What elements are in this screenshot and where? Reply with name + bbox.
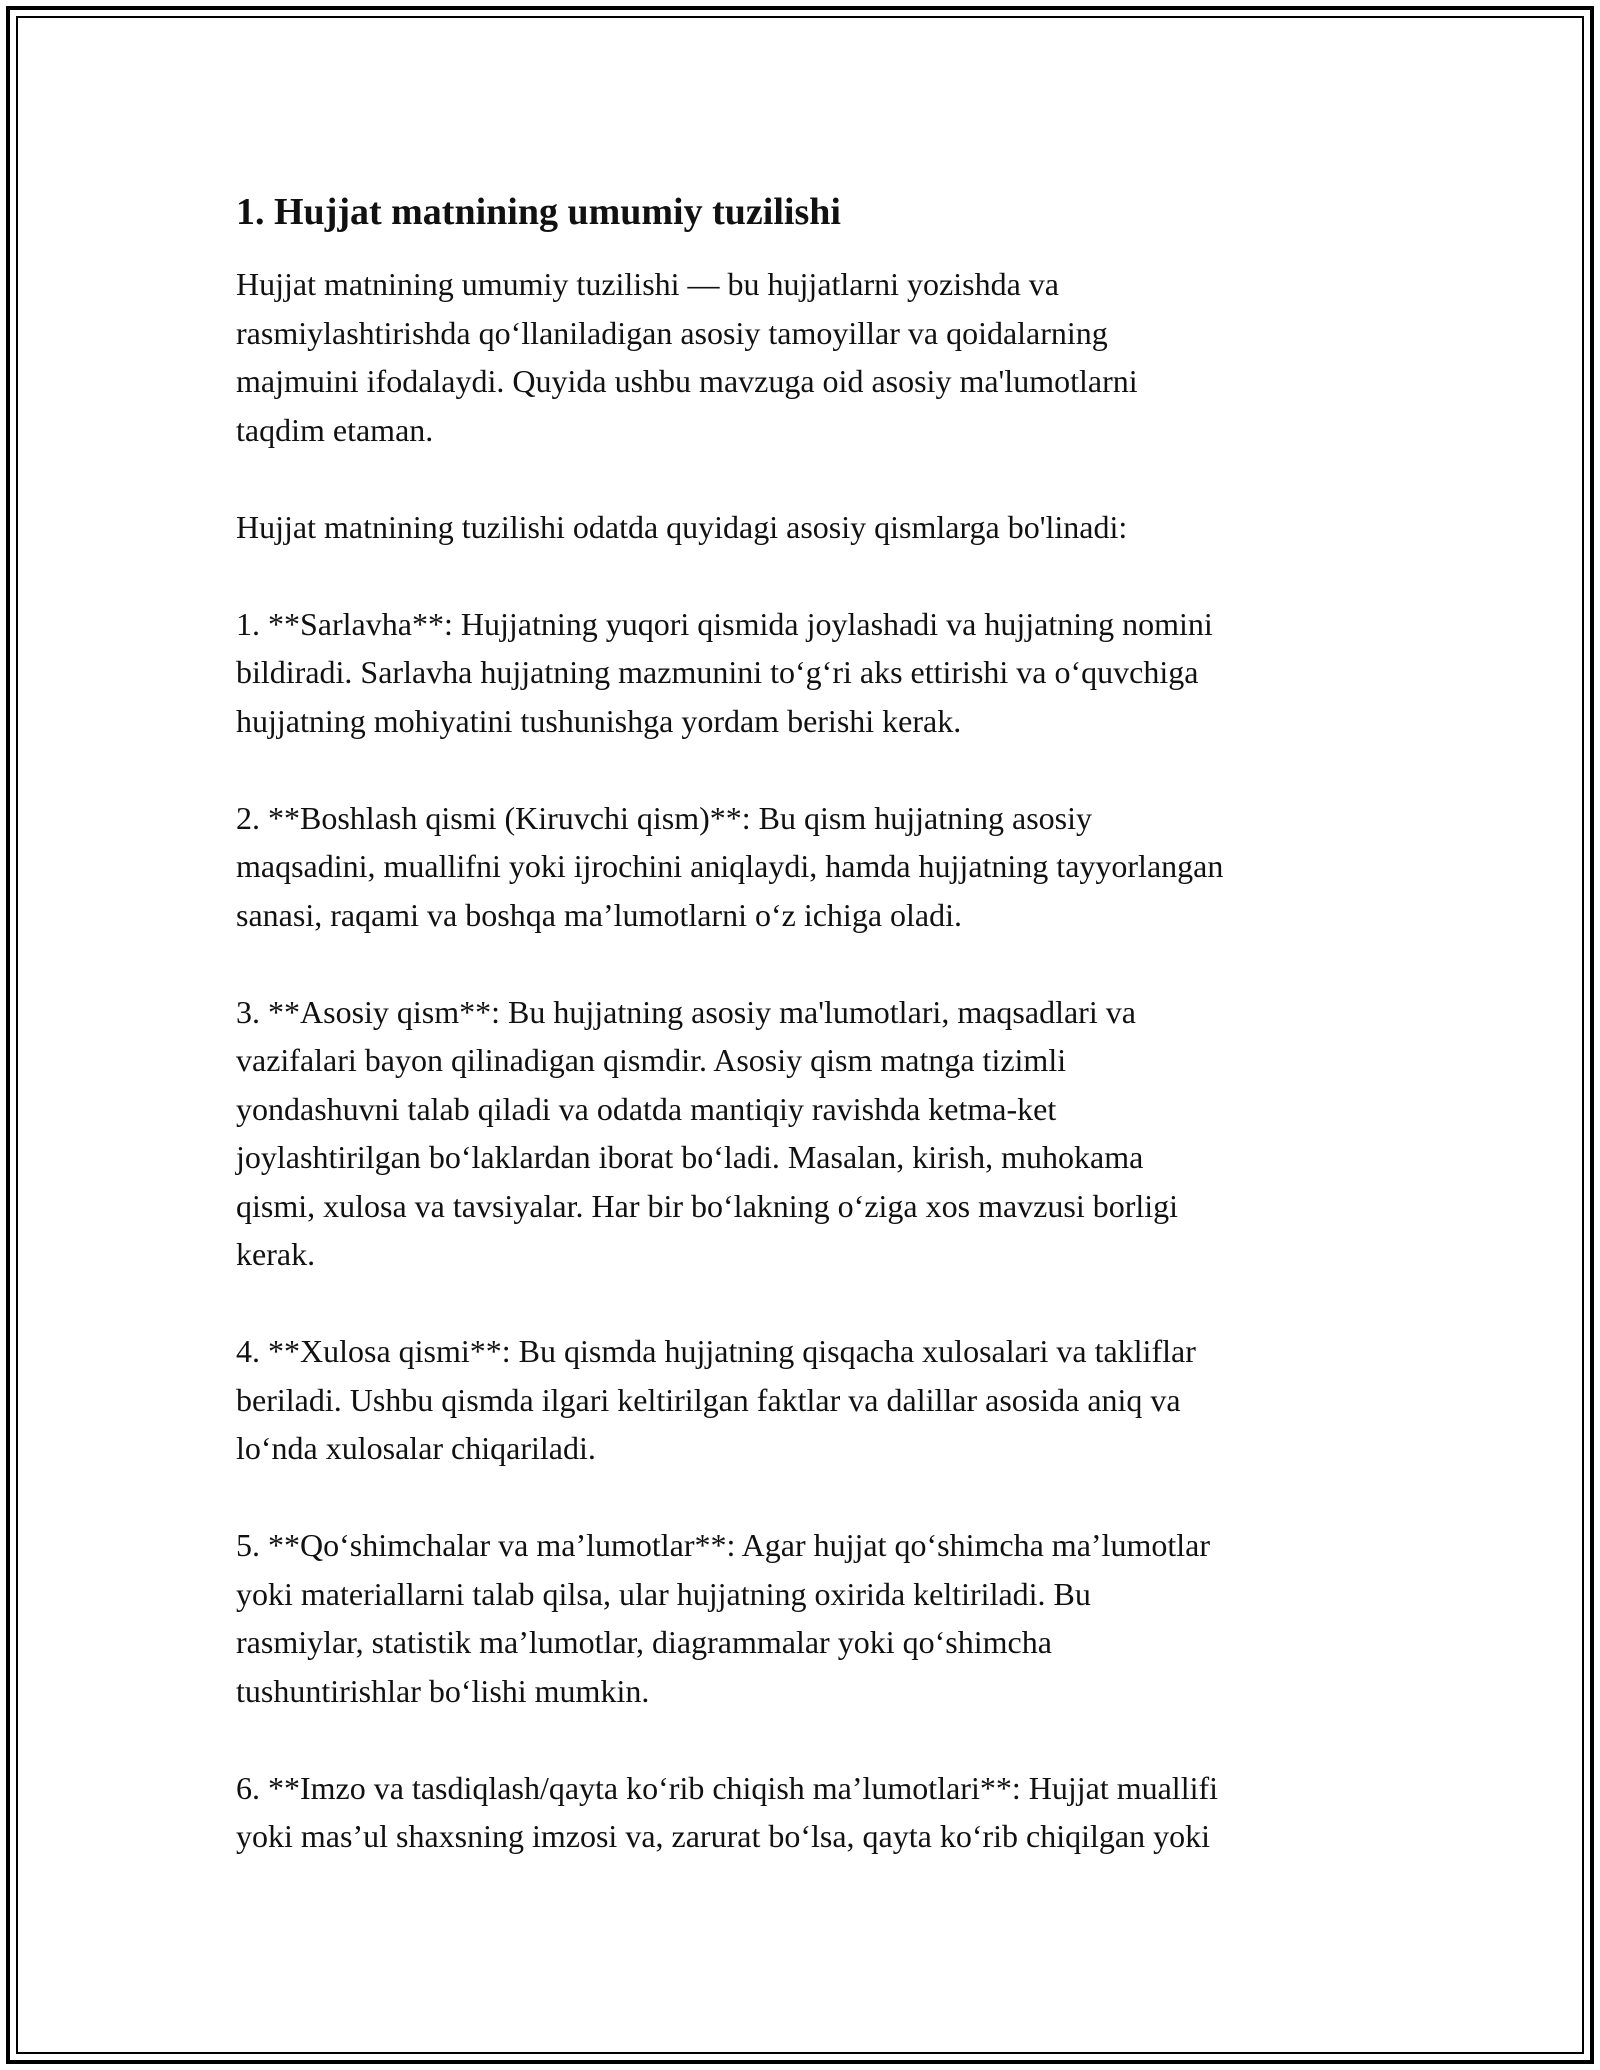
- text-line: vazifalari bayon qilinadigan qismdir. Asosiy qism matnga tizimli: [236, 1042, 1067, 1078]
- text-line: tushuntirishlar bo‘lishi mumkin.: [236, 1672, 650, 1709]
- text-line: maqsadini, muallifni yoki ijrochini aniqlaydi, hamda hujjatning tayyorlangan: [236, 848, 1224, 884]
- text-line: joylashtirilgan bo‘laklardan iborat bo‘ladi. Masalan, kirish, muhokama: [236, 1139, 1144, 1175]
- text-line: qismi, xulosa va tavsiyalar. Har bir bo‘lakning o‘ziga xos mavzusi borligi: [236, 1187, 1179, 1224]
- text-line: rasmiylar, statistik ma’lumotlar, diagrammalar yoki qo‘shimcha: [236, 1624, 1052, 1660]
- text-line: yoki mas’ul shaxsning imzosi va, zarurat bo‘lsa, qayta ko‘rib chiqilgan yoki: [236, 1818, 1210, 1854]
- text-line: beriladi. Ushbu qismda ilgari keltirilgan faktlar va dalillar asosida aniq va: [236, 1381, 1181, 1418]
- text-line: lo‘nda xulosalar chiqariladi.: [236, 1430, 596, 1466]
- text-line: Hujjat matnining umumiy tuzilishi — bu hujjatlarni yozishda va: [236, 266, 1059, 302]
- text-line: 5. **Qo‘shimchalar va ma’lumotlar**: Agar hujjat qo‘shimcha ma’lumotlar: [236, 1527, 1210, 1563]
- text-line: taqdim etaman.: [236, 411, 434, 448]
- text-line: yoki materiallarni talab qilsa, ular hujjatning oxirida keltiriladi. Bu: [236, 1575, 1091, 1612]
- list-item-imzo: [236, 1764, 1386, 1861]
- text-line: sanasi, raqami va boshqa ma’lumotlarni o‘z ichiga oladi.: [236, 896, 962, 933]
- text-line: majmuini ifodalaydi. Quyida ushbu mavzuga oid asosiy ma'lumotlarni: [236, 363, 1138, 399]
- text-line: 3. **Asosiy qism**: Bu hujjatning asosiy ma'lumotlari, maqsadlari va: [236, 993, 1136, 1030]
- text-line: rasmiylashtirishda qo‘llaniladigan asosiy tamoyillar va qoidalarning: [236, 314, 1108, 351]
- document-body: [236, 188, 1386, 1909]
- paragraph-intro: [236, 260, 1386, 454]
- text-line: 2. **Boshlash qismi (Kiruvchi qism)**: Bu qism hujjatning asosiy: [236, 799, 1092, 836]
- list-item-asosiy-qism: [236, 988, 1386, 1279]
- list-item-qoshimchalar: [236, 1521, 1386, 1715]
- text-line: hujjatning mohiyatini tushunishga yordam berishi kerak.: [236, 702, 962, 739]
- paragraph-structure-lead: [236, 503, 1386, 552]
- text-line: kerak.: [236, 1236, 316, 1272]
- text-line: 4. **Xulosa qismi**: Bu qismda hujjatning qisqacha xulosalari va takliflar: [236, 1333, 1196, 1369]
- text-line: yondashuvni talab qiladi va odatda mantiqiy ravishda ketma-ket: [236, 1090, 1057, 1127]
- text-line: Hujjat matnining tuzilishi odatda quyidagi asosiy qismlarga bo'linadi:: [236, 508, 1128, 545]
- list-item-sarlavha: [236, 600, 1386, 746]
- text-line: bildiradi. Sarlavha hujjatning mazmunini to‘g‘ri aks ettirishi va o‘quvchiga: [236, 654, 1199, 690]
- section-heading: 1. Hujjat matnining umumiy tuzilishi: [236, 191, 841, 233]
- list-item-xulosa-qismi: [236, 1327, 1386, 1473]
- text-line: 1. **Sarlavha**: Hujjatning yuqori qismida joylashadi va hujjatning nomini: [236, 605, 1213, 642]
- list-item-boshlash-qismi: [236, 794, 1386, 940]
- text-line: 6. **Imzo va tasdiqlash/qayta ko‘rib chiqish ma’lumotlari**: Hujjat muallifi: [236, 1769, 1219, 1806]
